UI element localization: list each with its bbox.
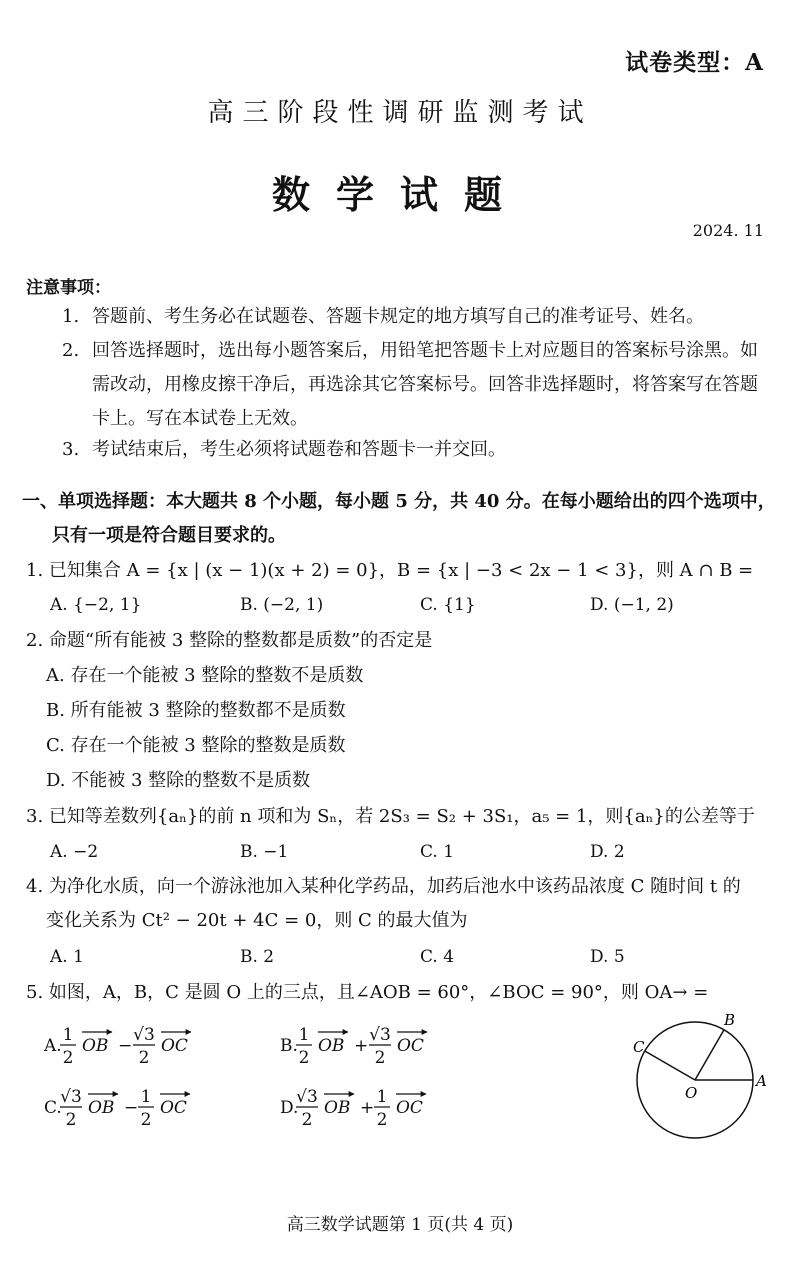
note-text: 答题前、考生务必在试题卷、答题卡规定的地方填写自己的准考证号、姓名。 xyxy=(92,306,704,327)
coef2-denominator: 2 xyxy=(138,1048,150,1068)
q1-option-c: C. {1} xyxy=(420,595,476,615)
q5-option-c xyxy=(44,1087,190,1130)
question-1-stem: 1. 已知集合 A = {x | (x − 1)(x + 2) = 0}，B = {x | −3 < 2x − 1 < 3}，则 A ∩ B = xyxy=(26,560,754,581)
label-a: A xyxy=(756,1072,767,1090)
coef1-denominator: 2 xyxy=(65,1110,77,1130)
operator: + xyxy=(354,1036,369,1056)
section-heading-line2: 只有一项是符合题目要求的。 xyxy=(52,525,286,546)
note-item-3 xyxy=(62,433,762,467)
vector-1: OB xyxy=(82,1036,109,1056)
note-item-1 xyxy=(62,300,762,334)
note-number: 1. xyxy=(62,306,80,327)
q2-option-b: B. 所有能被 3 整除的整数都不是质数 xyxy=(46,700,346,721)
q5-option-b xyxy=(280,1025,427,1068)
coef1-numerator: 1 xyxy=(298,1025,310,1045)
circle-figure xyxy=(625,1010,775,1160)
vector-1: OB xyxy=(88,1098,115,1118)
exam-title: 数学试题 xyxy=(271,172,528,217)
exam-date: 2024. 11 xyxy=(692,221,764,240)
section-heading-line1: 一、单项选择题：本大题共 8 个小题，每小题 5 分，共 40 分。在每小题给出的四个选项中， xyxy=(22,491,776,512)
question-5-stem: 5. 如图，A，B，C 是圆 O 上的三点，且∠AOB = 60°，∠BOC = 90°，则 OA→ = xyxy=(26,982,709,1003)
coef2-numerator: √3 xyxy=(369,1025,391,1045)
coef2-denominator: 2 xyxy=(374,1048,386,1068)
label-c: C xyxy=(633,1038,645,1056)
q4-option-b: B. 2 xyxy=(240,947,275,967)
vector-1: OB xyxy=(324,1098,351,1118)
q3-option-b: B. −1 xyxy=(240,842,289,862)
q4-option-a: A. 1 xyxy=(50,947,84,967)
question-4-stem-line2: 变化关系为 Ct² − 20t + 4C = 0，则 C 的最大值为 xyxy=(46,910,468,931)
coef2-numerator: 1 xyxy=(140,1087,152,1107)
operator: − xyxy=(118,1036,133,1056)
option-letter: D. xyxy=(280,1098,299,1118)
label-o: O xyxy=(685,1084,698,1102)
section-heading xyxy=(22,485,782,553)
operator: − xyxy=(124,1098,139,1118)
notes-heading: 注意事项： xyxy=(26,278,111,298)
coef2-numerator: √3 xyxy=(133,1025,155,1045)
question-4-stem-line1: 4. 为净化水质，向一个游泳池加入某种化学药品，加药后池水中该药品浓度 C 随时间 t 的 xyxy=(26,876,741,897)
label-b: B xyxy=(724,1011,736,1029)
vector-2: OC xyxy=(160,1098,187,1118)
note-item-2 xyxy=(62,334,762,436)
coef2-denominator: 2 xyxy=(140,1110,152,1130)
q1-option-b: B. (−2, 1) xyxy=(240,595,324,615)
operator: + xyxy=(360,1098,375,1118)
question-5-options xyxy=(40,1018,600,1133)
segment-oc xyxy=(645,1051,695,1080)
q3-option-a: A. −2 xyxy=(50,842,99,862)
exam-subtitle: 高三阶段性调研监测考试 xyxy=(207,98,593,128)
q1-option-d: D. (−1, 2) xyxy=(590,595,674,615)
vector-2: OC xyxy=(396,1098,423,1118)
q5-option-d xyxy=(280,1087,426,1130)
note-number: 3. xyxy=(62,439,80,460)
option-letter: B. xyxy=(280,1036,298,1056)
coef1-denominator: 2 xyxy=(301,1110,313,1130)
q2-option-c: C. 存在一个能被 3 整除的整数是质数 xyxy=(46,735,346,756)
q4-option-c: C. 4 xyxy=(420,947,455,967)
paper-type: 试卷类型：A xyxy=(625,49,764,76)
q3-option-c: C. 1 xyxy=(420,842,455,862)
vector-1: OB xyxy=(318,1036,345,1056)
q3-option-d: D. 2 xyxy=(590,842,625,862)
q2-option-a: A. 存在一个能被 3 整除的整数不是质数 xyxy=(46,665,364,686)
q2-option-d: D. 不能被 3 整除的整数不是质数 xyxy=(46,770,311,791)
coef1-denominator: 2 xyxy=(298,1048,310,1068)
vector-2: OC xyxy=(397,1036,424,1056)
note-text: 考试结束后，考生必须将试题卷和答题卡一并交回。 xyxy=(92,439,506,460)
note-number: 2. xyxy=(62,340,80,361)
page-footer: 高三数学试题第 1 页(共 4 页) xyxy=(286,1215,514,1235)
vector-2: OC xyxy=(161,1036,188,1056)
option-letter: A. xyxy=(44,1036,62,1056)
segment-ob xyxy=(695,1030,724,1080)
coef1-numerator: √3 xyxy=(296,1087,318,1107)
coef1-numerator: 1 xyxy=(62,1025,74,1045)
q4-option-d: D. 5 xyxy=(590,947,625,967)
question-3-stem: 3. 已知等差数列{aₙ}的前 n 项和为 Sₙ，若 2S₃ = S₂ + 3S₁，a₅ = 1，则{aₙ}的公差等于 xyxy=(26,806,755,827)
question-2-stem: 2. 命题“所有能被 3 整除的整数都是质数”的否定是 xyxy=(26,630,433,651)
coef2-denominator: 2 xyxy=(376,1110,388,1130)
note-text: 回答选择题时，选出每小题答案后，用铅笔把答题卡上对应题目的答案标号涂黑。如需改动，用橡皮擦干净后，再选涂其它答案标号。回答非选择题时，将答案写在答题卡上。写在本试卷上无效。 xyxy=(92,340,758,429)
coef1-denominator: 2 xyxy=(62,1048,74,1068)
coef1-numerator: √3 xyxy=(60,1087,82,1107)
option-letter: C. xyxy=(44,1098,62,1118)
coef2-numerator: 1 xyxy=(376,1087,388,1107)
q1-option-a: A. {−2, 1} xyxy=(50,595,142,615)
q5-option-a xyxy=(43,1025,191,1068)
